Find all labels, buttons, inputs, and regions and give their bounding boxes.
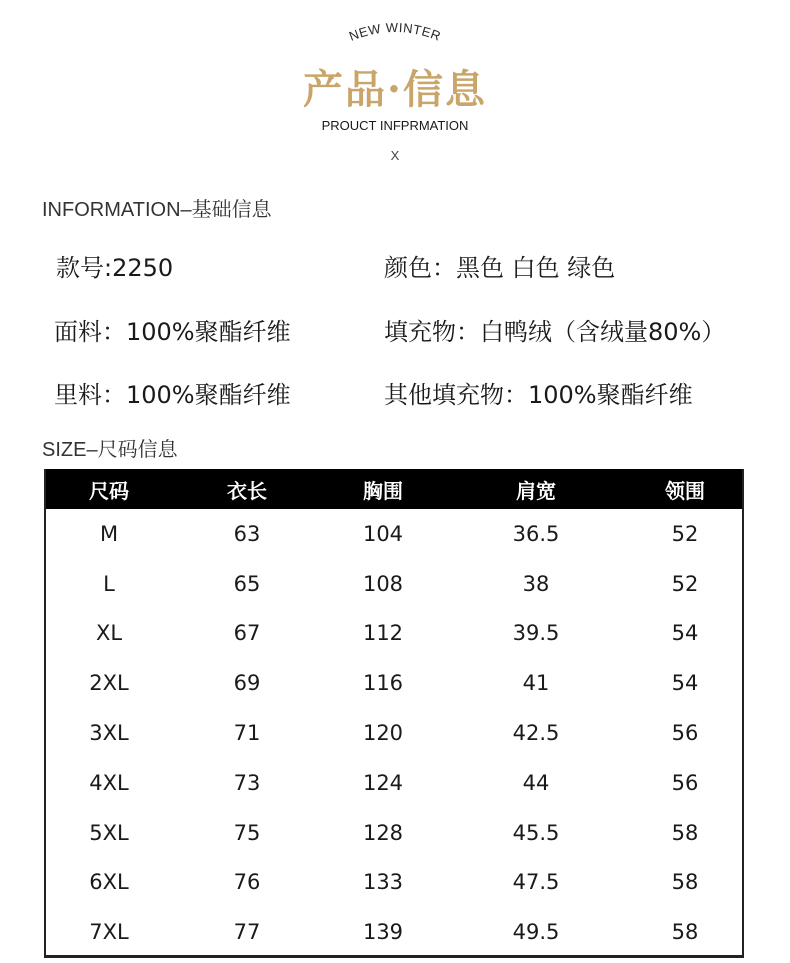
page-subtitle: PROUCT INFPRMATION — [321, 118, 469, 133]
cell-chest: 104 — [362, 521, 404, 546]
table-row — [46, 658, 742, 708]
cell-collar: 52 — [671, 521, 699, 546]
size-heading: SIZE–尺码信息 — [42, 439, 178, 461]
cell-shoulder: 49.5 — [512, 920, 560, 945]
cell-length: 67 — [233, 621, 261, 646]
cell-chest: 124 — [362, 770, 404, 795]
fabric-info: 面料：100%聚酯纤维 — [54, 318, 291, 346]
other-filling-info: 其他填充物：100%聚酯纤维 — [384, 381, 693, 409]
cell-length: 69 — [233, 671, 261, 696]
cell-collar: 56 — [671, 770, 699, 795]
cell-length: 76 — [233, 870, 261, 895]
size-table — [44, 469, 744, 958]
cell-shoulder: 39.5 — [512, 621, 560, 646]
cell-size: 7XL — [89, 920, 129, 945]
filling-info: 填充物：白鸭绒（含绒量80%） — [384, 318, 726, 346]
cell-collar: 58 — [671, 820, 699, 845]
cell-collar: 54 — [671, 621, 699, 646]
table-row — [46, 509, 742, 559]
cell-collar: 54 — [671, 671, 699, 696]
cell-chest: 139 — [362, 920, 404, 945]
table-row — [46, 708, 742, 758]
cell-chest: 108 — [362, 571, 404, 596]
cell-shoulder: 36.5 — [512, 521, 560, 546]
cell-collar: 58 — [671, 870, 699, 895]
column-header-size: 尺码 — [89, 478, 129, 503]
column-header-chest: 胸围 — [363, 478, 403, 503]
tagline-text: NEW WINTER — [346, 19, 444, 44]
cell-chest: 112 — [362, 621, 404, 646]
cell-length: 73 — [233, 770, 261, 795]
cell-length: 63 — [233, 521, 261, 546]
tagline-arc — [320, 14, 470, 54]
table-row — [46, 609, 742, 659]
column-header-shoulder: 肩宽 — [516, 478, 556, 503]
cell-chest: 133 — [362, 870, 404, 895]
cell-collar: 52 — [671, 571, 699, 596]
color-info: 颜色：黑色 白色 绿色 — [384, 254, 616, 282]
decorative-x-mark: X — [390, 148, 400, 163]
cell-size: XL — [95, 621, 123, 646]
cell-shoulder: 38 — [522, 571, 550, 596]
table-row — [46, 907, 742, 957]
cell-shoulder: 44 — [522, 770, 550, 795]
size-table-header — [46, 469, 742, 509]
table-row — [46, 559, 742, 609]
cell-collar: 56 — [671, 721, 699, 746]
page-title: 产品·信息 — [303, 66, 487, 113]
cell-shoulder: 45.5 — [512, 820, 560, 845]
cell-length: 77 — [233, 920, 261, 945]
cell-size: L — [103, 571, 115, 596]
cell-size: 5XL — [89, 820, 129, 845]
table-row — [46, 758, 742, 808]
cell-size: 2XL — [89, 671, 129, 696]
cell-size: M — [99, 521, 119, 546]
cell-shoulder: 42.5 — [512, 721, 560, 746]
cell-chest: 128 — [362, 820, 404, 845]
cell-size: 3XL — [89, 721, 129, 746]
cell-collar: 58 — [671, 920, 699, 945]
cell-size: 6XL — [89, 870, 129, 895]
cell-length: 65 — [233, 571, 261, 596]
cell-chest: 120 — [362, 721, 404, 746]
cell-length: 71 — [233, 721, 261, 746]
style-number: 款号:2250 — [56, 254, 174, 282]
information-heading: INFORMATION–基础信息 — [42, 199, 272, 221]
cell-length: 75 — [233, 820, 261, 845]
cell-shoulder: 47.5 — [512, 870, 560, 895]
cell-chest: 116 — [362, 671, 404, 696]
cell-shoulder: 41 — [522, 671, 550, 696]
cell-size: 4XL — [89, 770, 129, 795]
column-header-collar: 领围 — [665, 478, 705, 503]
table-row — [46, 808, 742, 858]
lining-info: 里料：100%聚酯纤维 — [54, 381, 291, 409]
table-row — [46, 858, 742, 908]
column-header-length: 衣长 — [227, 478, 267, 503]
